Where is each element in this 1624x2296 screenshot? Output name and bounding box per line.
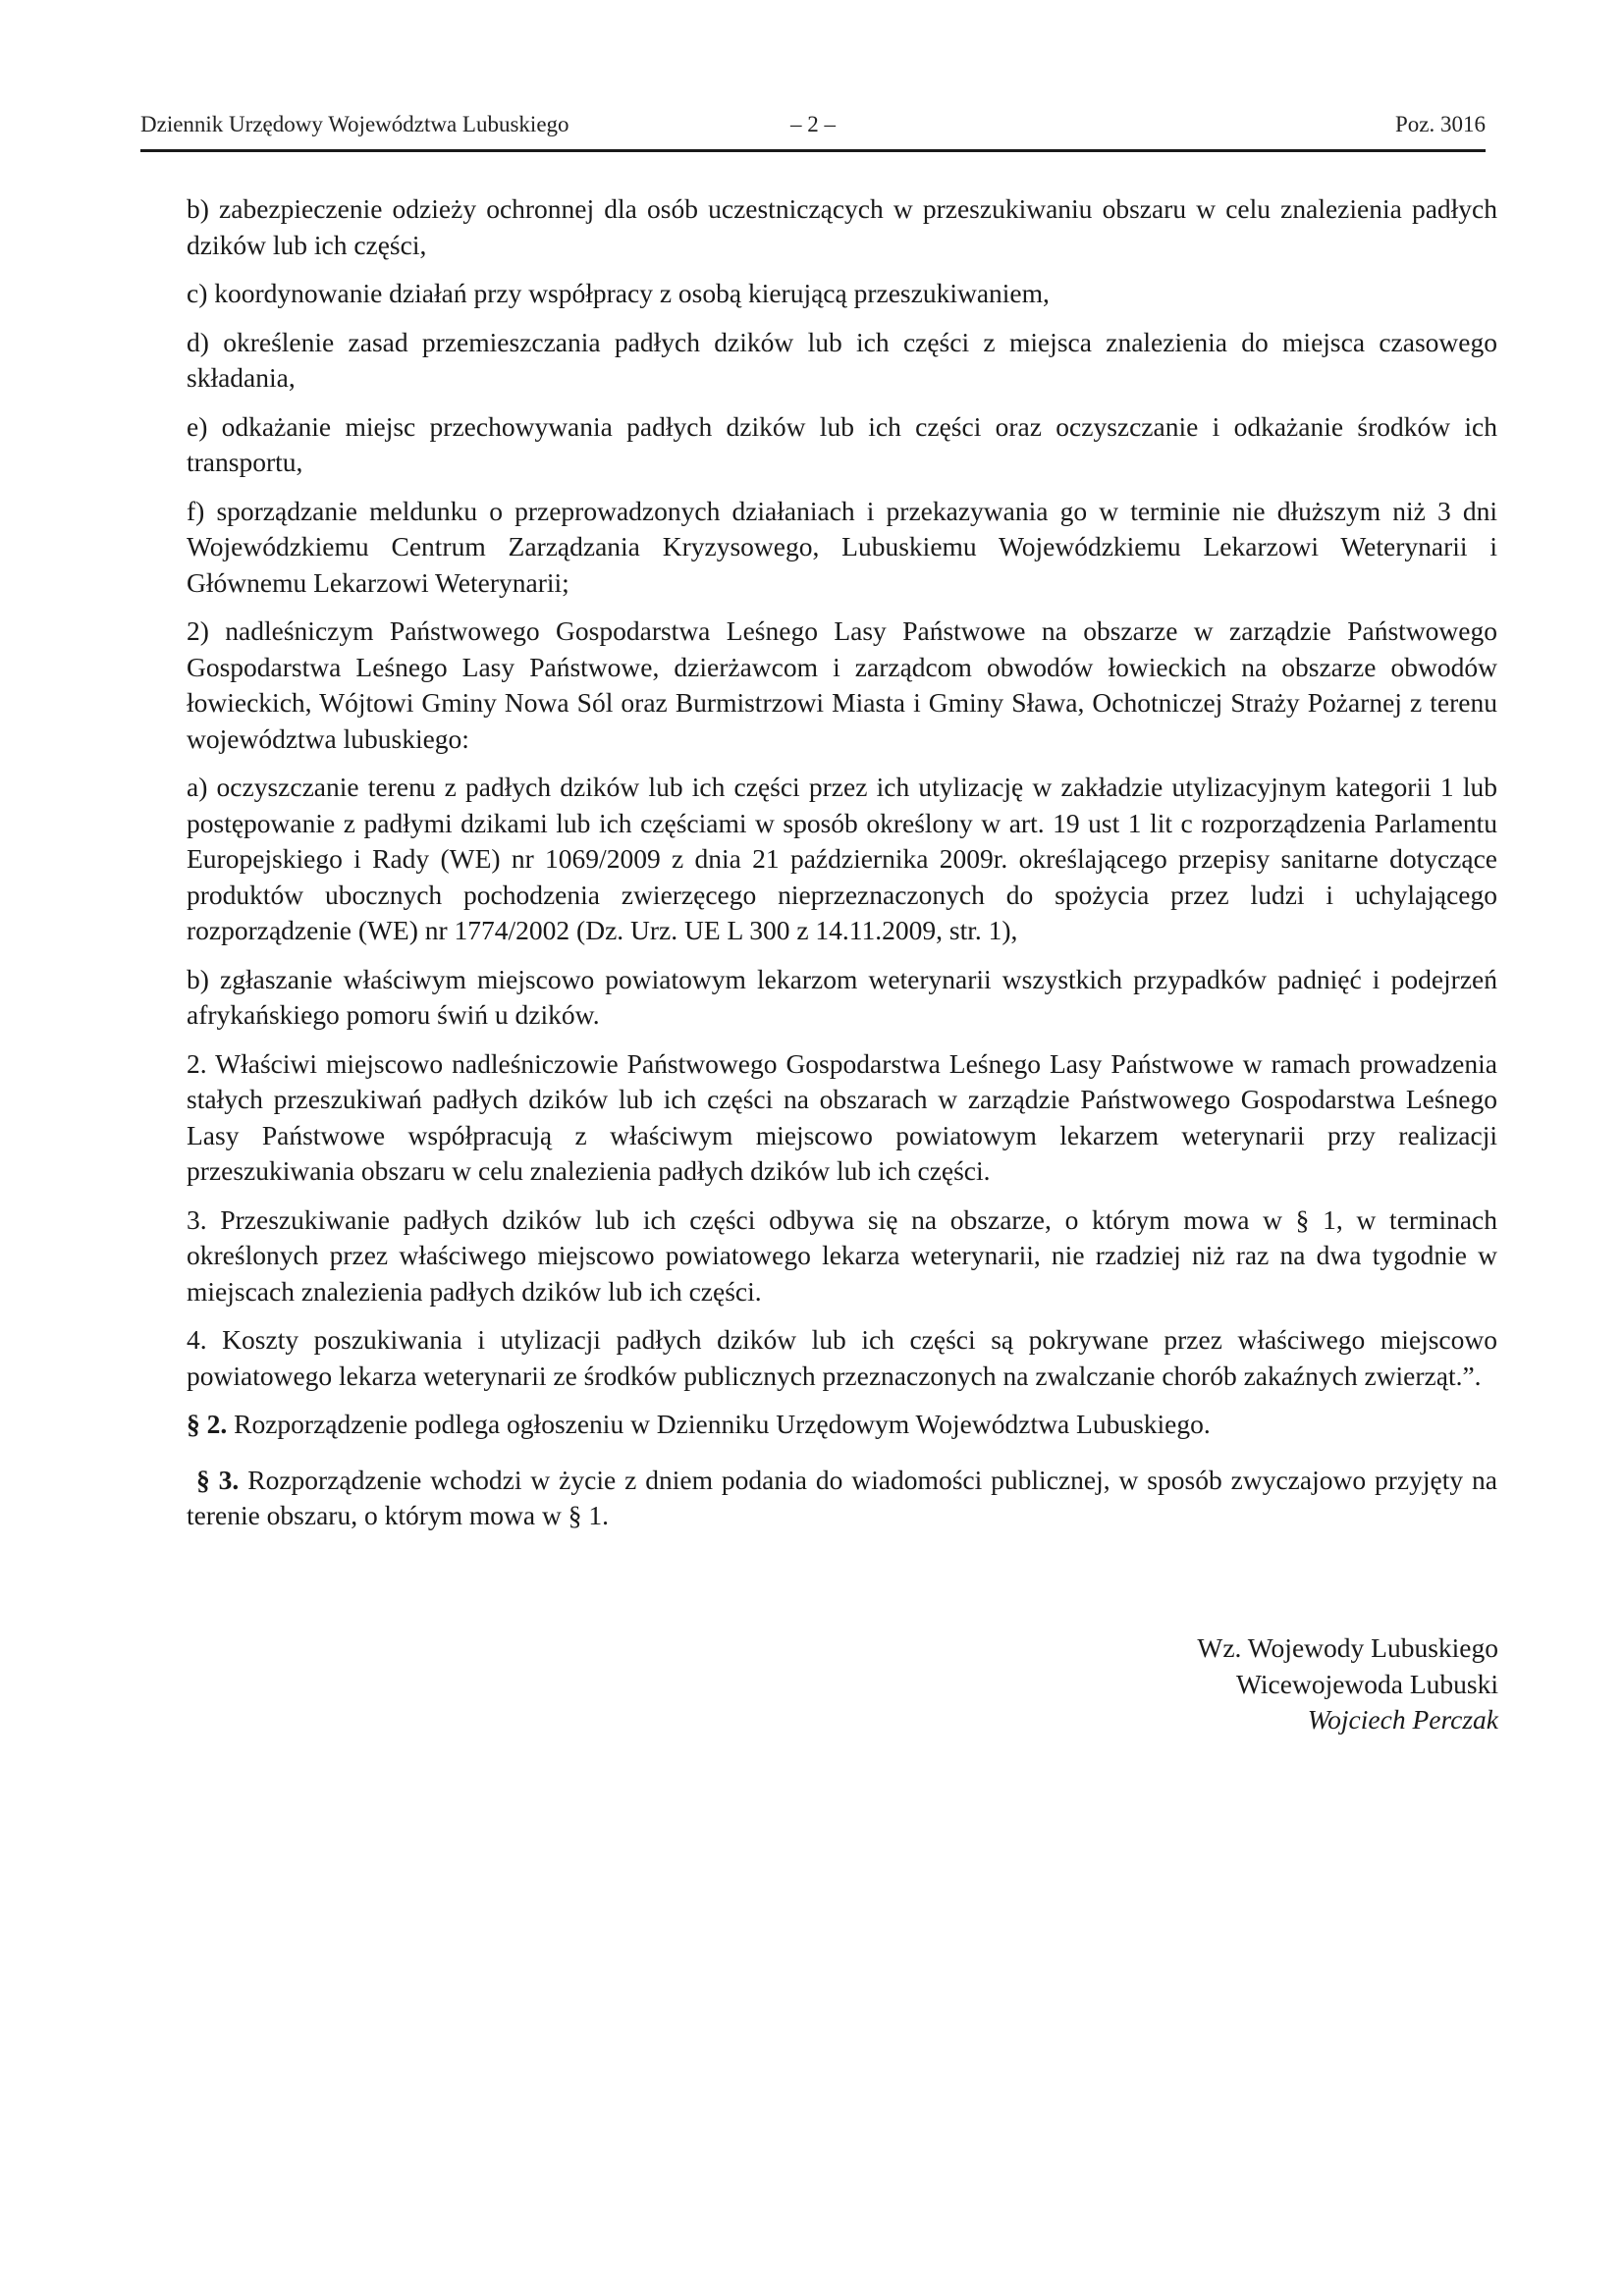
item-f-report: f) sporządzanie meldunku o przeprowadzonych działaniach i przekazywania go w terminie nie dłuższym niż 3 dni Wojewódzkiemu Centrum Zarządzania Kryzysowego, Lubuskiemu Wojewódzkiemu Lekarzowi Weterynarii i Głównemu Lekarzowi Weterynarii; xyxy=(187,495,1497,598)
paragraph-2-mark: § 2. xyxy=(187,1409,228,1439)
paragraph-3-mark: § 3. xyxy=(196,1464,240,1495)
item-c-coordination: c) koordynowanie działań przy współpracy z osobą kierującą przeszukiwaniem, xyxy=(187,278,1050,308)
item-b-protective-clothing: b) zabezpieczenie odzieży ochronnej dla osób uczestniczących w przeszukiwaniu obszaru w celu znalezienia padłych dzików lub ich części, xyxy=(187,193,1497,260)
page-number: – 2 – xyxy=(790,112,836,136)
signature-line-2: Wicewojewoda Lubuski xyxy=(1236,1668,1498,1699)
paragraph-2 xyxy=(187,1407,1497,1443)
signature-line-1: Wz. Wojewody Lubuskiego xyxy=(1197,1632,1498,1663)
item-a-cleaning: a) oczyszczanie terenu z padłych dzików lub ich części przez ich utylizację w zakładzie utylizacyjnym kategorii 1 lub postępowanie z padłymi dzikami lub ich częściami w sposób określony w art. 19 ust 1 lit c rozporządzenia Parlamentu Europejskiego i Rady (WE) nr 1069/2009 z dnia 21 października 2009r. określającego przepisy sanitarne dotyczące produktów ubocznych pochodzenia zwierzęcego nieprzeznaczonych do spożycia przez ludzi i uchylającego rozporządzenie (WE) nr 1774/2002 (Dz. Urz. UE L 300 z 14.11.2009, str. 1), xyxy=(187,772,1497,945)
item-2-forest-districts: 2) nadleśniczym Państwowego Gospodarstwa Leśnego Lasy Państwowe na obszarze w zarządzie Państwowego Gospodarstwa Leśnego Lasy Państwowe, dzierżawcom i zarządcom obwodów łowieckich na obszarze obwodów łowieckich, Wójtowi Gminy Nowa Sól oraz Burmistrzowi Miasta i Gminy Sława, Ochotniczej Straży Pożarnej z terenu województwa lubuskiego: xyxy=(187,615,1497,754)
point-3-search-schedule: 3. Przeszukiwanie padłych dzików lub ich części odbywa się na obszarze, o którym mowa w § 1, w terminach określonych przez właściwego miejscowo powiatowego lekarza weterynarii, nie rzadziej niż raz na dwa tygodnie w miejscach znalezienia padłych dzików lub ich części. xyxy=(187,1203,1497,1307)
point-4-costs: 4. Koszty poszukiwania i utylizacji padłych dzików lub ich części są pokrywane przez właściwego miejscowo powiatowego lekarza weterynarii ze środków publicznych przeznaczonych na zwalczanie chorób zakaźnych zwierząt.”. xyxy=(187,1324,1497,1391)
signatory-name: Wojciech Perczak xyxy=(1307,1704,1498,1735)
paragraph-2-text: Rozporządzenie podlega ogłoszeniu w Dzienniku Urzędowym Województwa Lubuskiego. xyxy=(227,1409,1211,1439)
point-2-cooperation: 2. Właściwi miejscowo nadleśniczowie Państwowego Gospodarstwa Leśnego Lasy Państwowe w ramach prowadzenia stałych przeszukiwań padłych dzików lub ich części na obszarach w zarządzie Państwowego Gospodarstwa Leśnego Lasy Państwowe współpracują z właściwym miejscowo powiatowym lekarzem weterynarii przy realizacji przeszukiwania obszaru w celu znalezienia padłych dzików lub ich części. xyxy=(187,1047,1497,1186)
page-header xyxy=(140,106,1486,152)
journal-title: Dziennik Urzędowy Województwa Lubuskiego xyxy=(140,112,569,136)
item-b-notification: b) zgłaszanie właściwym miejscowo powiatowym lekarzom weterynarii wszystkich przypadków padnięć i podejrzeń afrykańskiego pomoru świń u dzików. xyxy=(187,963,1497,1030)
document-body xyxy=(187,191,1497,1547)
item-e-disinfection: e) odkażanie miejsc przechowywania padłych dzików lub ich części oraz oczyszczanie i odkażanie środków ich transportu, xyxy=(187,410,1497,477)
paragraph-3 xyxy=(187,1463,1497,1534)
item-d-transport-rules: d) określenie zasad przemieszczania padłych dzików lub ich części z miejsca znalezienia do miejsca czasowego składania, xyxy=(187,326,1497,393)
paragraph-3-text: Rozporządzenie wchodzi w życie z dniem podania do wiadomości publicznej, w sposób zwyczajowo przyjęty na terenie obszaru, o którym mowa w § 1. xyxy=(187,1464,1497,1530)
signature-block xyxy=(1197,1630,1498,1738)
position-number: Poz. 3016 xyxy=(1395,112,1486,136)
